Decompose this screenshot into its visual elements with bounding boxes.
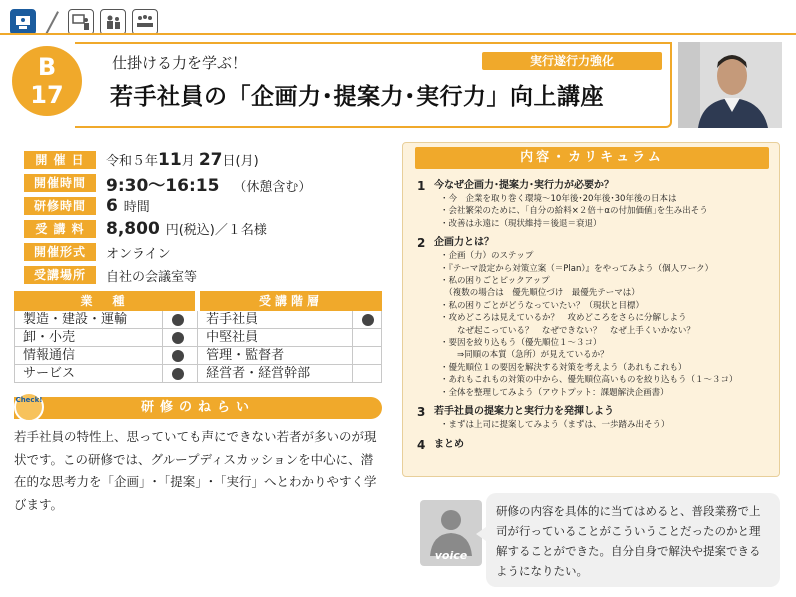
curriculum-body [417,177,769,452]
list-item: ⇒同順の本質（急所）が見えているか？ [440,350,609,361]
list-item: ・今 企業を取り巻く環境～10年後･20年後･30年後の日本は [440,194,677,204]
list-item: ・要因を絞り込もう（優先順位１～３コ） [440,338,602,349]
level-mark [352,329,382,346]
time-note: （休憩含む） [233,179,312,195]
info-format [24,242,384,262]
voice-avatar-icon [420,500,482,566]
info-value [106,150,259,170]
date-era: 令和５年 [106,154,159,169]
lecture-icon [68,9,94,35]
industry-cell: 製造・建設・運輸 [14,311,162,328]
check-icon [14,392,44,422]
info-value: オンライン [106,246,171,262]
info-date [24,150,384,170]
list-item: なぜ起こっている？ なぜできない？ なぜ上手くいかない？ [440,325,695,336]
date-month-unit: 月 [181,154,195,169]
level-mark [352,365,382,382]
instructor-photo [678,42,782,128]
table-row [14,365,382,383]
curriculum-panel [402,142,780,477]
info-fee [24,219,384,239]
voice-label: voice [434,549,468,562]
info-value [106,196,150,216]
level-cell: 管理・監督者 [197,347,352,364]
check-label: Check! [15,396,43,404]
table-row [14,311,382,329]
fee-unit: 円(税込)／１名様 [165,223,267,238]
list-item: ・私の困りごとがどうなっていたい？（現状と目標） [440,300,645,311]
fee-value: 8,800 [106,219,160,239]
list-item: ・全体を整理してみよう（アウトプット：課題解決企画書） [440,387,669,398]
list-item: ・改善は永遠に（現状維持＝後退＝衰退） [440,218,602,229]
list-item: ・あれもこれもの対策の中から、優先順位高いものを絞り込もう（１～３コ） [440,375,738,386]
industry-cell: 卸・小売 [14,329,162,346]
date-month: 11 [158,150,182,170]
duration-value: 6 [106,196,118,216]
level-cell: 経営者・経営幹部 [197,365,352,382]
separator-slash [42,9,62,35]
category-tag: 実行遂行力強化 [482,52,662,70]
industry-cell: サービス [14,365,162,382]
group-work-icon [100,9,126,35]
info-label: 開 催 日 [24,151,96,169]
list-item: ・優先順位１の要因を解決する対策を考えよう（あれもこれも） [440,362,687,373]
aim-text: 若手社員の特性上、思っていても声にできない若者が多いのが現状です。この研修では、グループディスカッションを中心に、潜在的な思考力を「企画」･「提案」･「実行」へとわかりやすく学びます。 [14,429,377,512]
list-item: ・まずは上司に提案してみよう（まずは、一歩踏み出そう） [440,420,670,431]
list-item: （複数の場合は 優先順位づけ 最優先テーマは） [440,288,640,299]
level-mark [352,347,382,364]
date-day-unit: 日(月) [222,154,259,169]
info-value [106,171,311,196]
list-item: ・企画（力）のステップ [440,251,534,262]
section-title: 4 まとめ [417,437,464,452]
level-cell: 若手社員 [197,311,352,328]
table-row [14,329,382,347]
discussion-icon [132,9,158,35]
info-duration [24,196,384,216]
list-item: ・会社繁栄のために、｢自分の給料×２倍＋αの付加価値｣を生み出そう [440,206,708,217]
online-training-icon [10,9,36,35]
info-label: 受講場所 [24,266,96,284]
category-icons [10,8,158,36]
info-value: 自社の会議室等 [106,269,198,285]
header-rule [0,33,796,35]
table-header [14,291,382,311]
info-hours [24,173,384,196]
badge-number: 17 [30,81,64,109]
section-title: 2 企画力とは？ [417,236,494,251]
curriculum-heading: 内容・カリキュラム [415,147,769,169]
industry-mark [162,365,192,382]
course-code-badge [12,46,82,116]
page-title: 若手社員の「企画力･提案力･実行力」向上講座 [110,84,604,110]
industry-mark [162,311,192,328]
table-row [14,347,382,365]
aim-heading: 研修のねらい [14,397,382,419]
industry-mark [162,329,192,346]
target-table [14,291,382,383]
industry-cell: 情報通信 [14,347,162,364]
level-mark [352,311,382,328]
info-label: 開催形式 [24,243,96,261]
duration-unit: 時間 [123,200,150,215]
section-title: 1 今なぜ企画力･提案力･実行力が必要か？ [417,179,614,193]
badge-letter: B [37,53,57,81]
info-label: 開催時間 [24,174,96,192]
level-cell: 中堅社員 [197,329,352,346]
section-title: 3 若手社員の提案力と実行力を発揮しよう [417,405,614,420]
list-item: ・『テーマ設定から対策立案（＝Plan）』をやってみよう（個人ワーク） [440,263,714,274]
testimonial-bubble: 研修の内容を具体的に当てはめると、普段業務で上司が行っていることがこういうことだったのかと理解することができた。自分自身で解決や提案できるようになりたい。 [486,493,780,587]
list-item: ・攻めどころは見えているか？ 攻めどころをさらに分解しよう [440,313,687,324]
time-range: 9:30～16:15 [106,175,220,196]
info-label: 研修時間 [24,197,96,215]
info-label: 受 講 料 [24,220,96,238]
industry-mark [162,347,192,364]
header-industry: 業 種 [14,291,195,311]
subtitle: 仕掛ける力を学ぶ！ [112,54,248,72]
list-item: ・私の困りごとピックアップ [440,276,550,287]
info-value [106,219,267,239]
date-day: 27 [198,150,223,170]
header-level: 受講階層 [200,291,382,311]
info-location [24,265,384,285]
